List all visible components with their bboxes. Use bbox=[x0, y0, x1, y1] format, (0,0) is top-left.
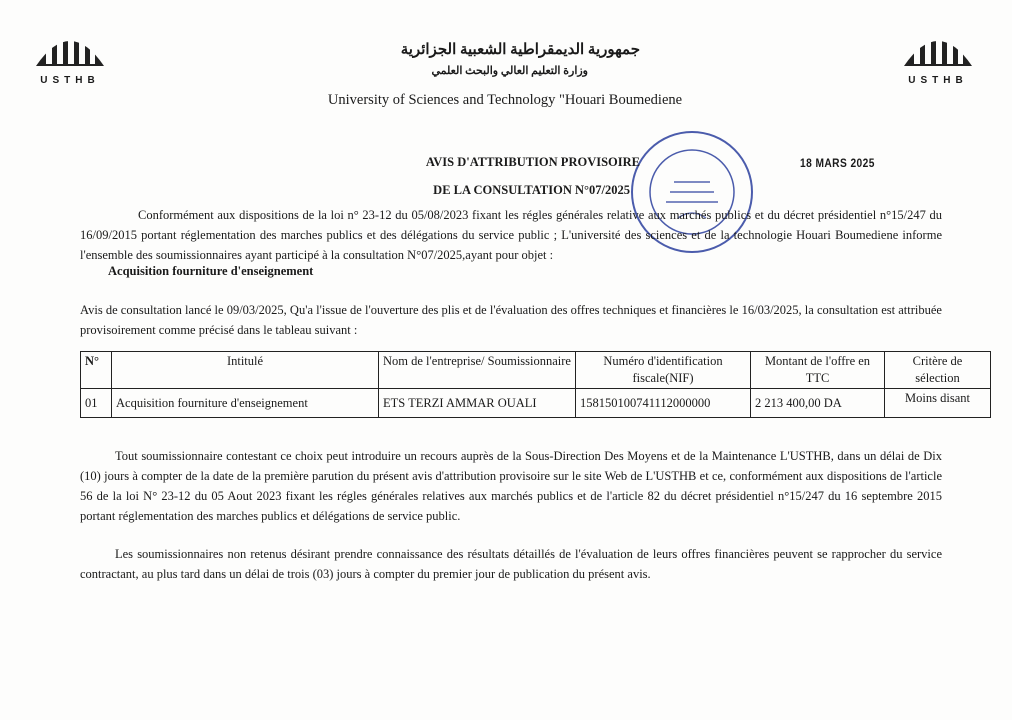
logo-text: USTHB bbox=[908, 75, 968, 86]
cell-criteria: Moins disant bbox=[885, 389, 991, 418]
header-criteria: Critère de sélection bbox=[885, 352, 991, 389]
usthb-emblem-icon bbox=[30, 22, 110, 70]
header-nif: Numéro d'identification fiscale(NIF) bbox=[576, 352, 751, 389]
stamp-date: 18 MARS 2025 bbox=[800, 156, 875, 170]
consultation-object: Acquisition fourniture d'enseignement bbox=[108, 264, 314, 278]
university-name: University of Sciences and Technology "Houari Boumediene bbox=[327, 92, 683, 108]
intro-paragraph: Conformément aux dispositions de la loi n° 23-12 du 05/08/2023 fixant les régles générales relative aux marchés publics et du décret présidentiel n°15/247 du 16/09/2015 portant réglementation des marches publics et des délégations du service public ; L'université des sciences et de la technologie Houari Boumediene informe l'ensemble des soumissionnaires ayant participé à la consultation N°07/2025,ayant pour objet : bbox=[80, 208, 942, 262]
results-paragraph: Les soumissionnaires non retenus désirant prendre connaissance des résultats détaillés de l'évaluation de leurs offres financières peuvent se rapprocher du service contractant, au plus tard dans un délai de trois (03) jours à compter du premier jour de publication du présent avis. bbox=[80, 547, 942, 581]
header-title: Intitulé bbox=[112, 352, 379, 389]
header-number: N° bbox=[81, 352, 112, 389]
notice-title: AVIS D'ATTRIBUTION PROVISOIRE bbox=[425, 155, 640, 169]
usthb-logo-right bbox=[898, 22, 978, 86]
cell-number: 01 bbox=[81, 389, 112, 418]
usthb-emblem-icon bbox=[898, 22, 978, 70]
consultation-paragraph: Avis de consultation lancé le 09/03/2025, Qu'a l'issue de l'ouverture des plis et de l'évaluation des offres techniques et financières le 16/03/2025, la consultation est attribuée provisoirement comme précisé dans le tableau suivant : bbox=[80, 303, 942, 337]
usthb-logo-left bbox=[30, 22, 110, 86]
appeal-paragraph: Tout soumissionnaire contestant ce choix peut introduire un recours auprès de la Sous-Direction Des Moyens et de la Maintenance L'USTHB, dans un délai de Dix (10) jours à compter de la date de la première parution du présent avis d'attribution provisoire sur le site Web de L'USTHB et ce, conformément aux dispositions de l'article 56 de la loi N° 23-12 du 05 Aout 2023 fixant les régles générales relatives aux marchés publics et de l'article 82 du décret présidentiel n°15/247 du 16 septembre 2015 portant réglementation des marches publics et délégations de service public. bbox=[80, 449, 942, 523]
table-header-row bbox=[81, 352, 991, 389]
header-amount: Montant de l'offre en TTC bbox=[751, 352, 885, 389]
consultation-number: DE LA CONSULTATION N°07/2025 bbox=[433, 183, 630, 197]
table-row bbox=[81, 389, 991, 418]
cell-amount: 2 213 400,00 DA bbox=[751, 389, 885, 418]
attribution-table bbox=[80, 351, 991, 418]
cell-nif: 158150100741112000000 bbox=[576, 389, 751, 418]
cell-company: ETS TERZI AMMAR OUALI bbox=[379, 389, 576, 418]
cell-title: Acquisition fourniture d'enseignement bbox=[112, 389, 379, 418]
logo-text: USTHB bbox=[40, 75, 100, 86]
arabic-republic-title: جمهورية الديمقراطية الشعبية الجزائرية bbox=[400, 42, 640, 58]
arabic-ministry-title: وزارة التعليم العالي والبحث العلمي bbox=[431, 65, 588, 77]
header-company: Nom de l'entreprise/ Soumissionnaire bbox=[379, 352, 576, 389]
